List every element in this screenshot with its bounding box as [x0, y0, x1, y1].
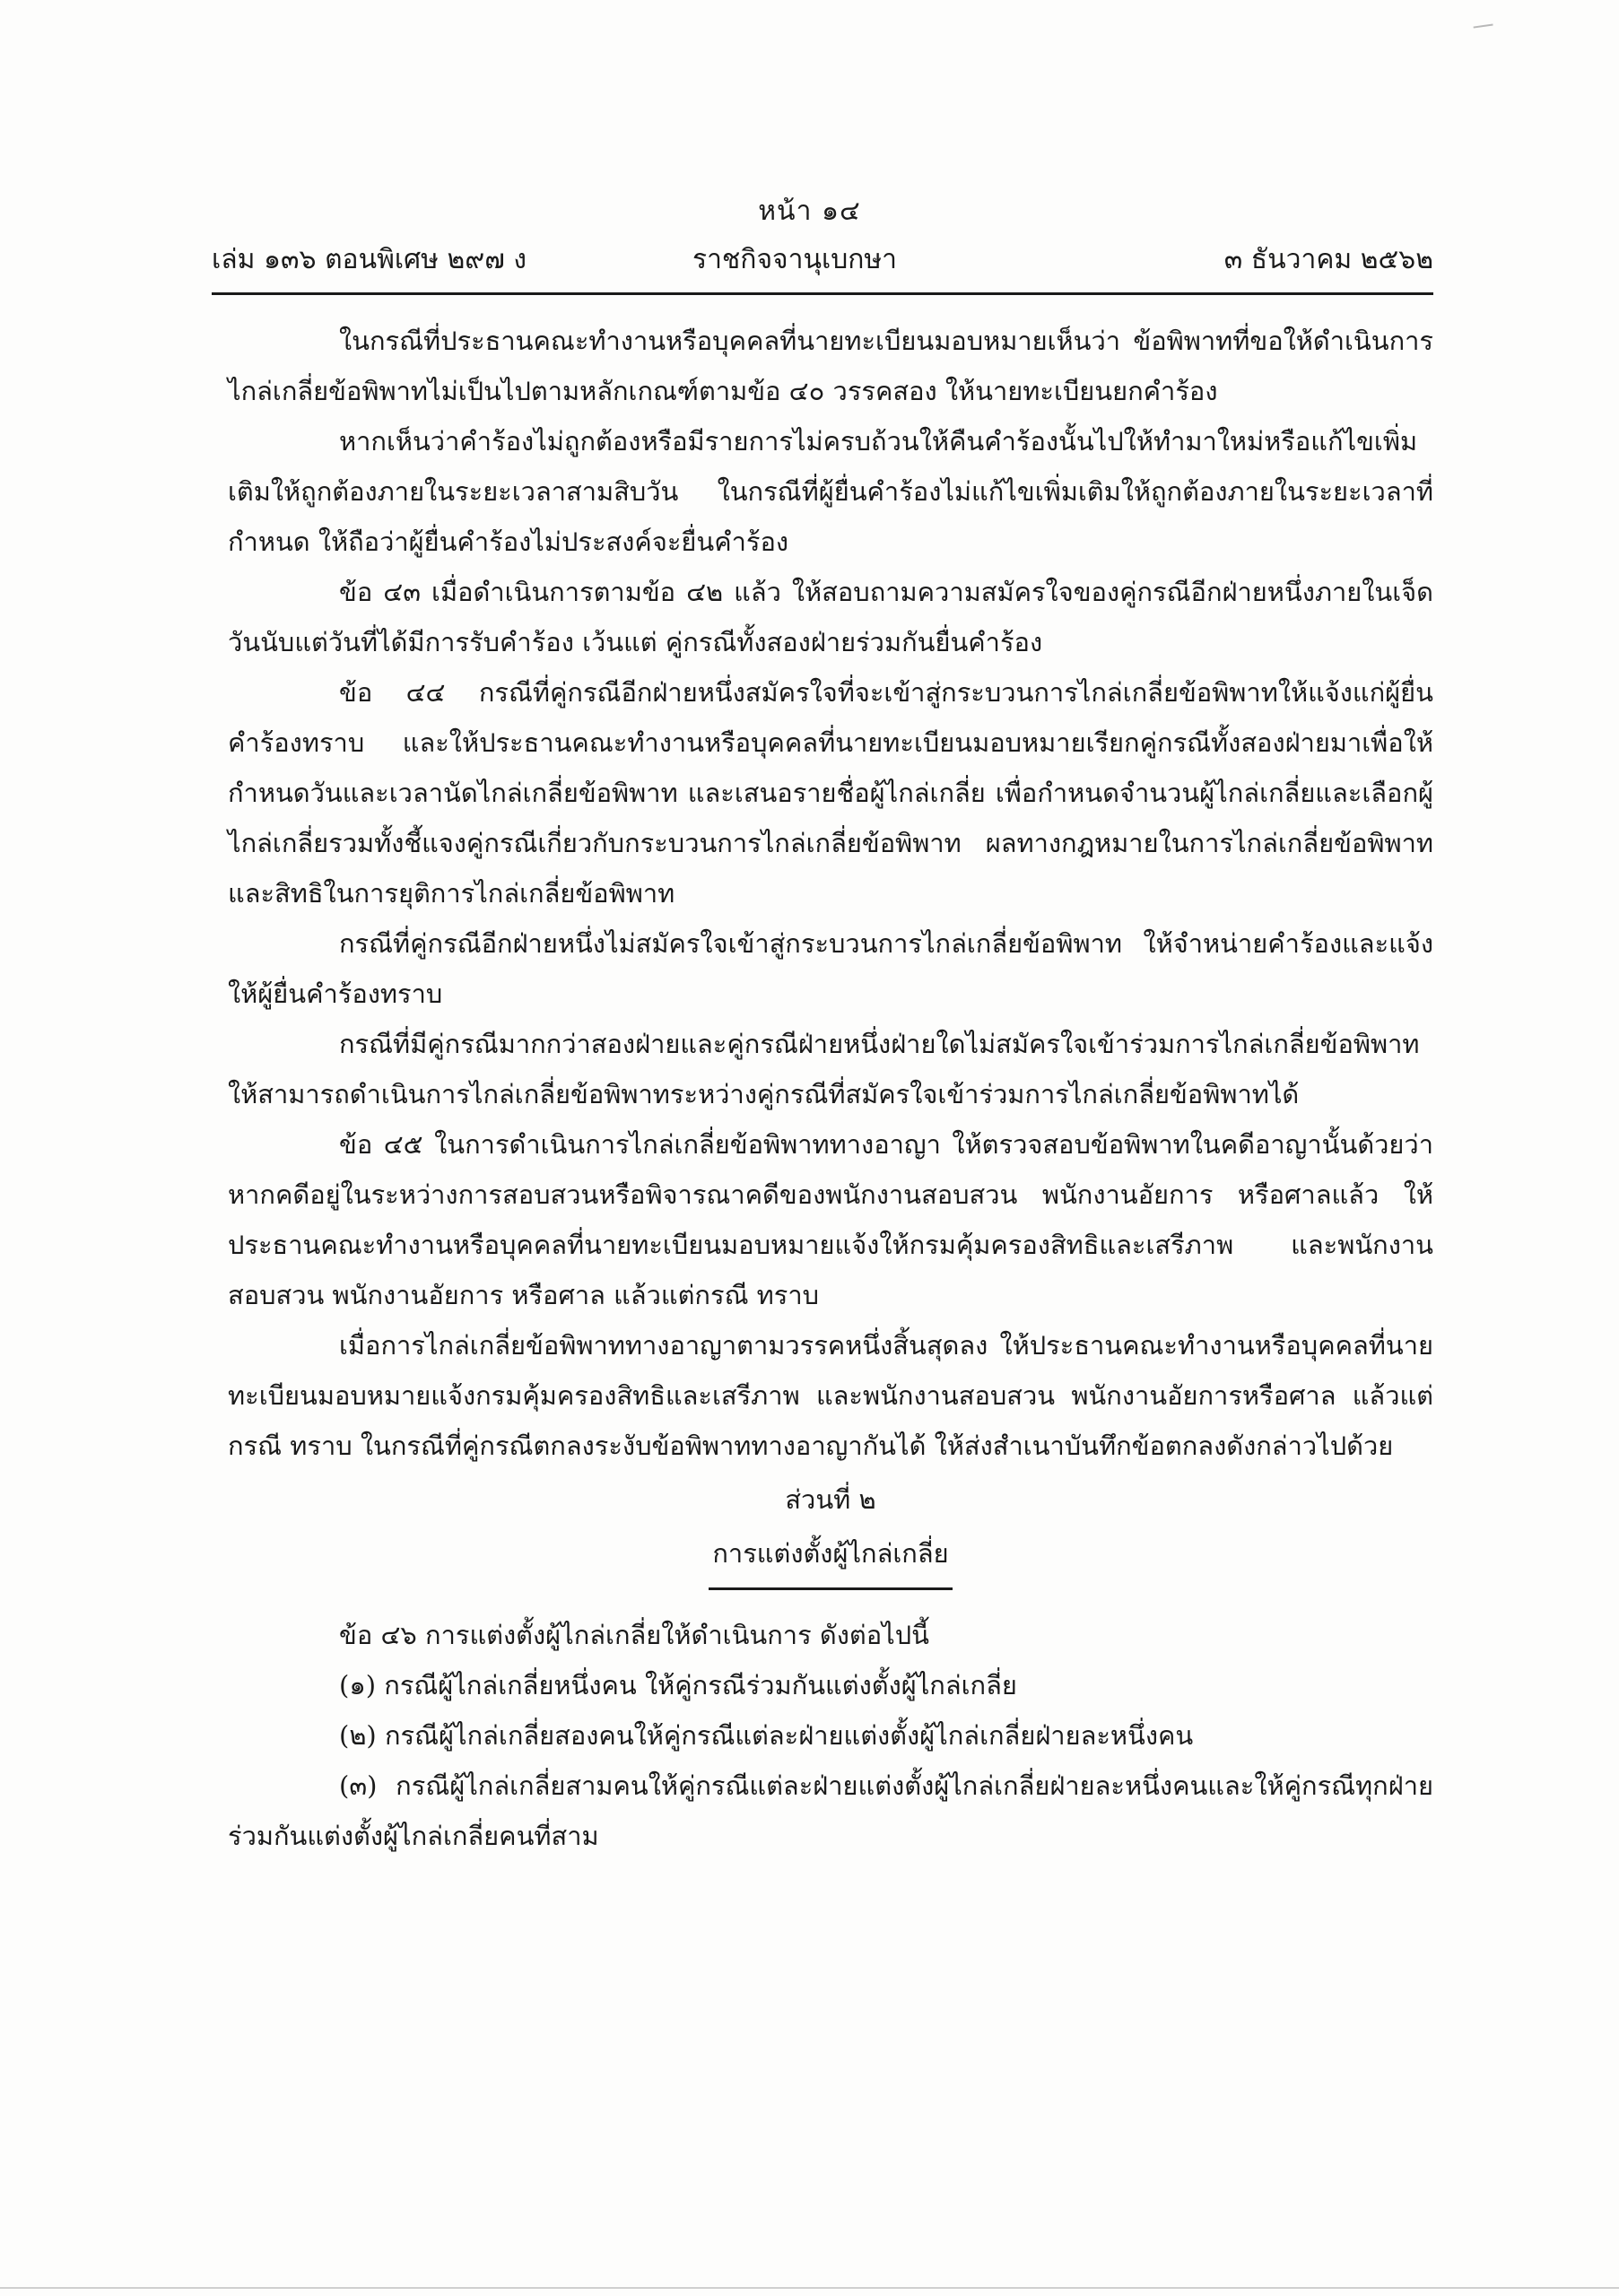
document-body [228, 316, 1433, 1861]
paragraph-return-petition: หากเห็นว่าคำร้องไม่ถูกต้องหรือมีรายการไม่ครบถ้วนให้คืนคำร้องนั้นไปให้ทำมาใหม่หรือแก้ไขเพิ่มเติมให้ถูกต้องภายในระยะเวลาสามสิบวัน ในกรณีที่ผู้ยื่นคำร้องไม่แก้ไขเพิ่มเติมให้ถูกต้องภายในระยะเวลาที่กำหนด ให้ถือว่าผู้ยื่นคำร้องไม่ประสงค์จะยื่นคำร้อง [228, 426, 1433, 557]
paragraph-clause-43: ข้อ ๔๓ เมื่อดำเนินการตามข้อ ๔๒ แล้ว ให้สอบถามความสมัครใจของคู่กรณีอีกฝ่ายหนึ่งภายในเจ็ดวันนับแต่วันที่ได้มีการรับคำร้อง เว้นแต่ คู่กรณีทั้งสองฝ่ายร่วมกันยื่นคำร้อง [228, 577, 1433, 657]
publication-name: ราชกิจจานุเบกษา [692, 244, 898, 275]
section-divider [709, 1587, 953, 1590]
scan-mark [1474, 24, 1494, 34]
running-header [212, 239, 1433, 280]
paragraph-criminal-conclusion: เมื่อการไกล่เกลี่ยข้อพิพาททางอาญาตามวรรคหนึ่งสิ้นสุดลง ให้ประธานคณะทำงานหรือบุคคลที่นายทะเบียนมอบหมายแจ้งกรมคุ้มครองสิทธิและเสรีภาพ และพนักงานสอบสวน พนักงานอัยการหรือศาล แล้วแต่กรณี ทราบ ในกรณีที่คู่กรณีตกลงระงับข้อพิพาททางอาญากันได้ ให้ส่งสำเนาบันทึกข้อตกลงดังกล่าวไปด้วย [228, 1330, 1433, 1461]
paragraph-clause-45: ข้อ ๔๕ ในการดำเนินการไกล่เกลี่ยข้อพิพาททางอาญา ให้ตรวจสอบข้อพิพาทในคดีอาญานั้นด้วยว่าหากคดีอยู่ในระหว่างการสอบสวนหรือพิจารณาคดีของพนักงานสอบสวน พนักงานอัยการ หรือศาลแล้ว ให้ประธานคณะทำงานหรือบุคคลที่นายทะเบียนมอบหมายแจ้งให้กรมคุ้มครองสิทธิและเสรีภาพ และพนักงานสอบสวน พนักงานอัยการ หรือศาล แล้วแต่กรณี ทราบ [228, 1129, 1433, 1310]
list-item-three-mediators: (๓) กรณีผู้ไกล่เกลี่ยสามคนให้คู่กรณีแต่ละฝ่ายแต่งตั้งผู้ไกล่เกลี่ยฝ่ายละหนึ่งคนและให้คู่กรณีทุกฝ่ายร่วมกันแต่งตั้งผู้ไกล่เกลี่ยคนที่สาม [228, 1770, 1433, 1851]
section-number: ส่วนที่ ๒ [785, 1484, 876, 1515]
header-divider [212, 292, 1433, 295]
list-item-one-mediator: (๑) กรณีผู้ไกล่เกลี่ยหนึ่งคน ให้คู่กรณีร่วมกันแต่งตั้งผู้ไกล่เกลี่ย [339, 1670, 1017, 1700]
page-number: หน้า ๑๔ [758, 196, 861, 227]
section-title: การแต่งตั้งผู้ไกล่เกลี่ย [712, 1538, 949, 1569]
paragraph-multiple-parties: กรณีที่มีคู่กรณีมากกว่าสองฝ่ายและคู่กรณีฝ่ายหนึ่งฝ่ายใดไม่สมัครใจเข้าร่วมการไกล่เกลี่ยข้อพิพาทให้สามารถดำเนินการไกล่เกลี่ยข้อพิพาทระหว่างคู่กรณีที่สมัครใจเข้าร่วมการไกล่เกลี่ยข้อพิพาทได้ [228, 1029, 1420, 1109]
paragraph-not-consenting: กรณีที่คู่กรณีอีกฝ่ายหนึ่งไม่สมัครใจเข้าสู่กระบวนการไกล่เกลี่ยข้อพิพาท ให้จำหน่ายคำร้องและแจ้งให้ผู้ยื่นคำร้องทราบ [228, 928, 1433, 1009]
paragraph-clause-46: ข้อ ๔๖ การแต่งตั้งผู้ไกล่เกลี่ยให้ดำเนินการ ดังต่อไปนี้ [339, 1620, 929, 1650]
publication-date: ๓ ธันวาคม ๒๕๖๒ [1223, 244, 1433, 275]
paragraph-clause-44: ข้อ ๔๔ กรณีที่คู่กรณีอีกฝ่ายหนึ่งสมัครใจที่จะเข้าสู่กระบวนการไกล่เกลี่ยข้อพิพาทให้แจ้งแก่ผู้ยื่นคำร้องทราบ และให้ประธานคณะทำงานหรือบุคคลที่นายทะเบียนมอบหมายเรียกคู่กรณีทั้งสองฝ่ายมาเพื่อให้กำหนดวันและเวลานัดไกล่เกลี่ยข้อพิพาท และเสนอรายชื่อผู้ไกล่เกลี่ย เพื่อกำหนดจำนวนผู้ไกล่เกลี่ยและเลือกผู้ไกล่เกลี่ยรวมทั้งชี้แจงคู่กรณีเกี่ยวกับกระบวนการไกล่เกลี่ยข้อพิพาท ผลทางกฎหมายในการไกล่เกลี่ยข้อพิพาท และสิทธิในการยุติการไกล่เกลี่ยข้อพิพาท [228, 677, 1433, 909]
list-item-two-mediators: (๒) กรณีผู้ไกล่เกลี่ยสองคนให้คู่กรณีแต่ละฝ่ายแต่งตั้งผู้ไกล่เกลี่ยฝ่ายละหนึ่งคน [339, 1720, 1194, 1751]
volume-issue: เล่ม ๑๓๖ ตอนพิเศษ ๒๙๗ ง [212, 244, 527, 275]
scan-edge [0, 2287, 1619, 2289]
paragraph-rejection: ในกรณีที่ประธานคณะทำงานหรือบุคคลที่นายทะเบียนมอบหมายเห็นว่า ข้อพิพาทที่ขอให้ดำเนินการไกล่เกลี่ยข้อพิพาทไม่เป็นไปตามหลักเกณฑ์ตามข้อ ๔๐ วรรคสอง ให้นายทะเบียนยกคำร้อง [228, 326, 1433, 406]
